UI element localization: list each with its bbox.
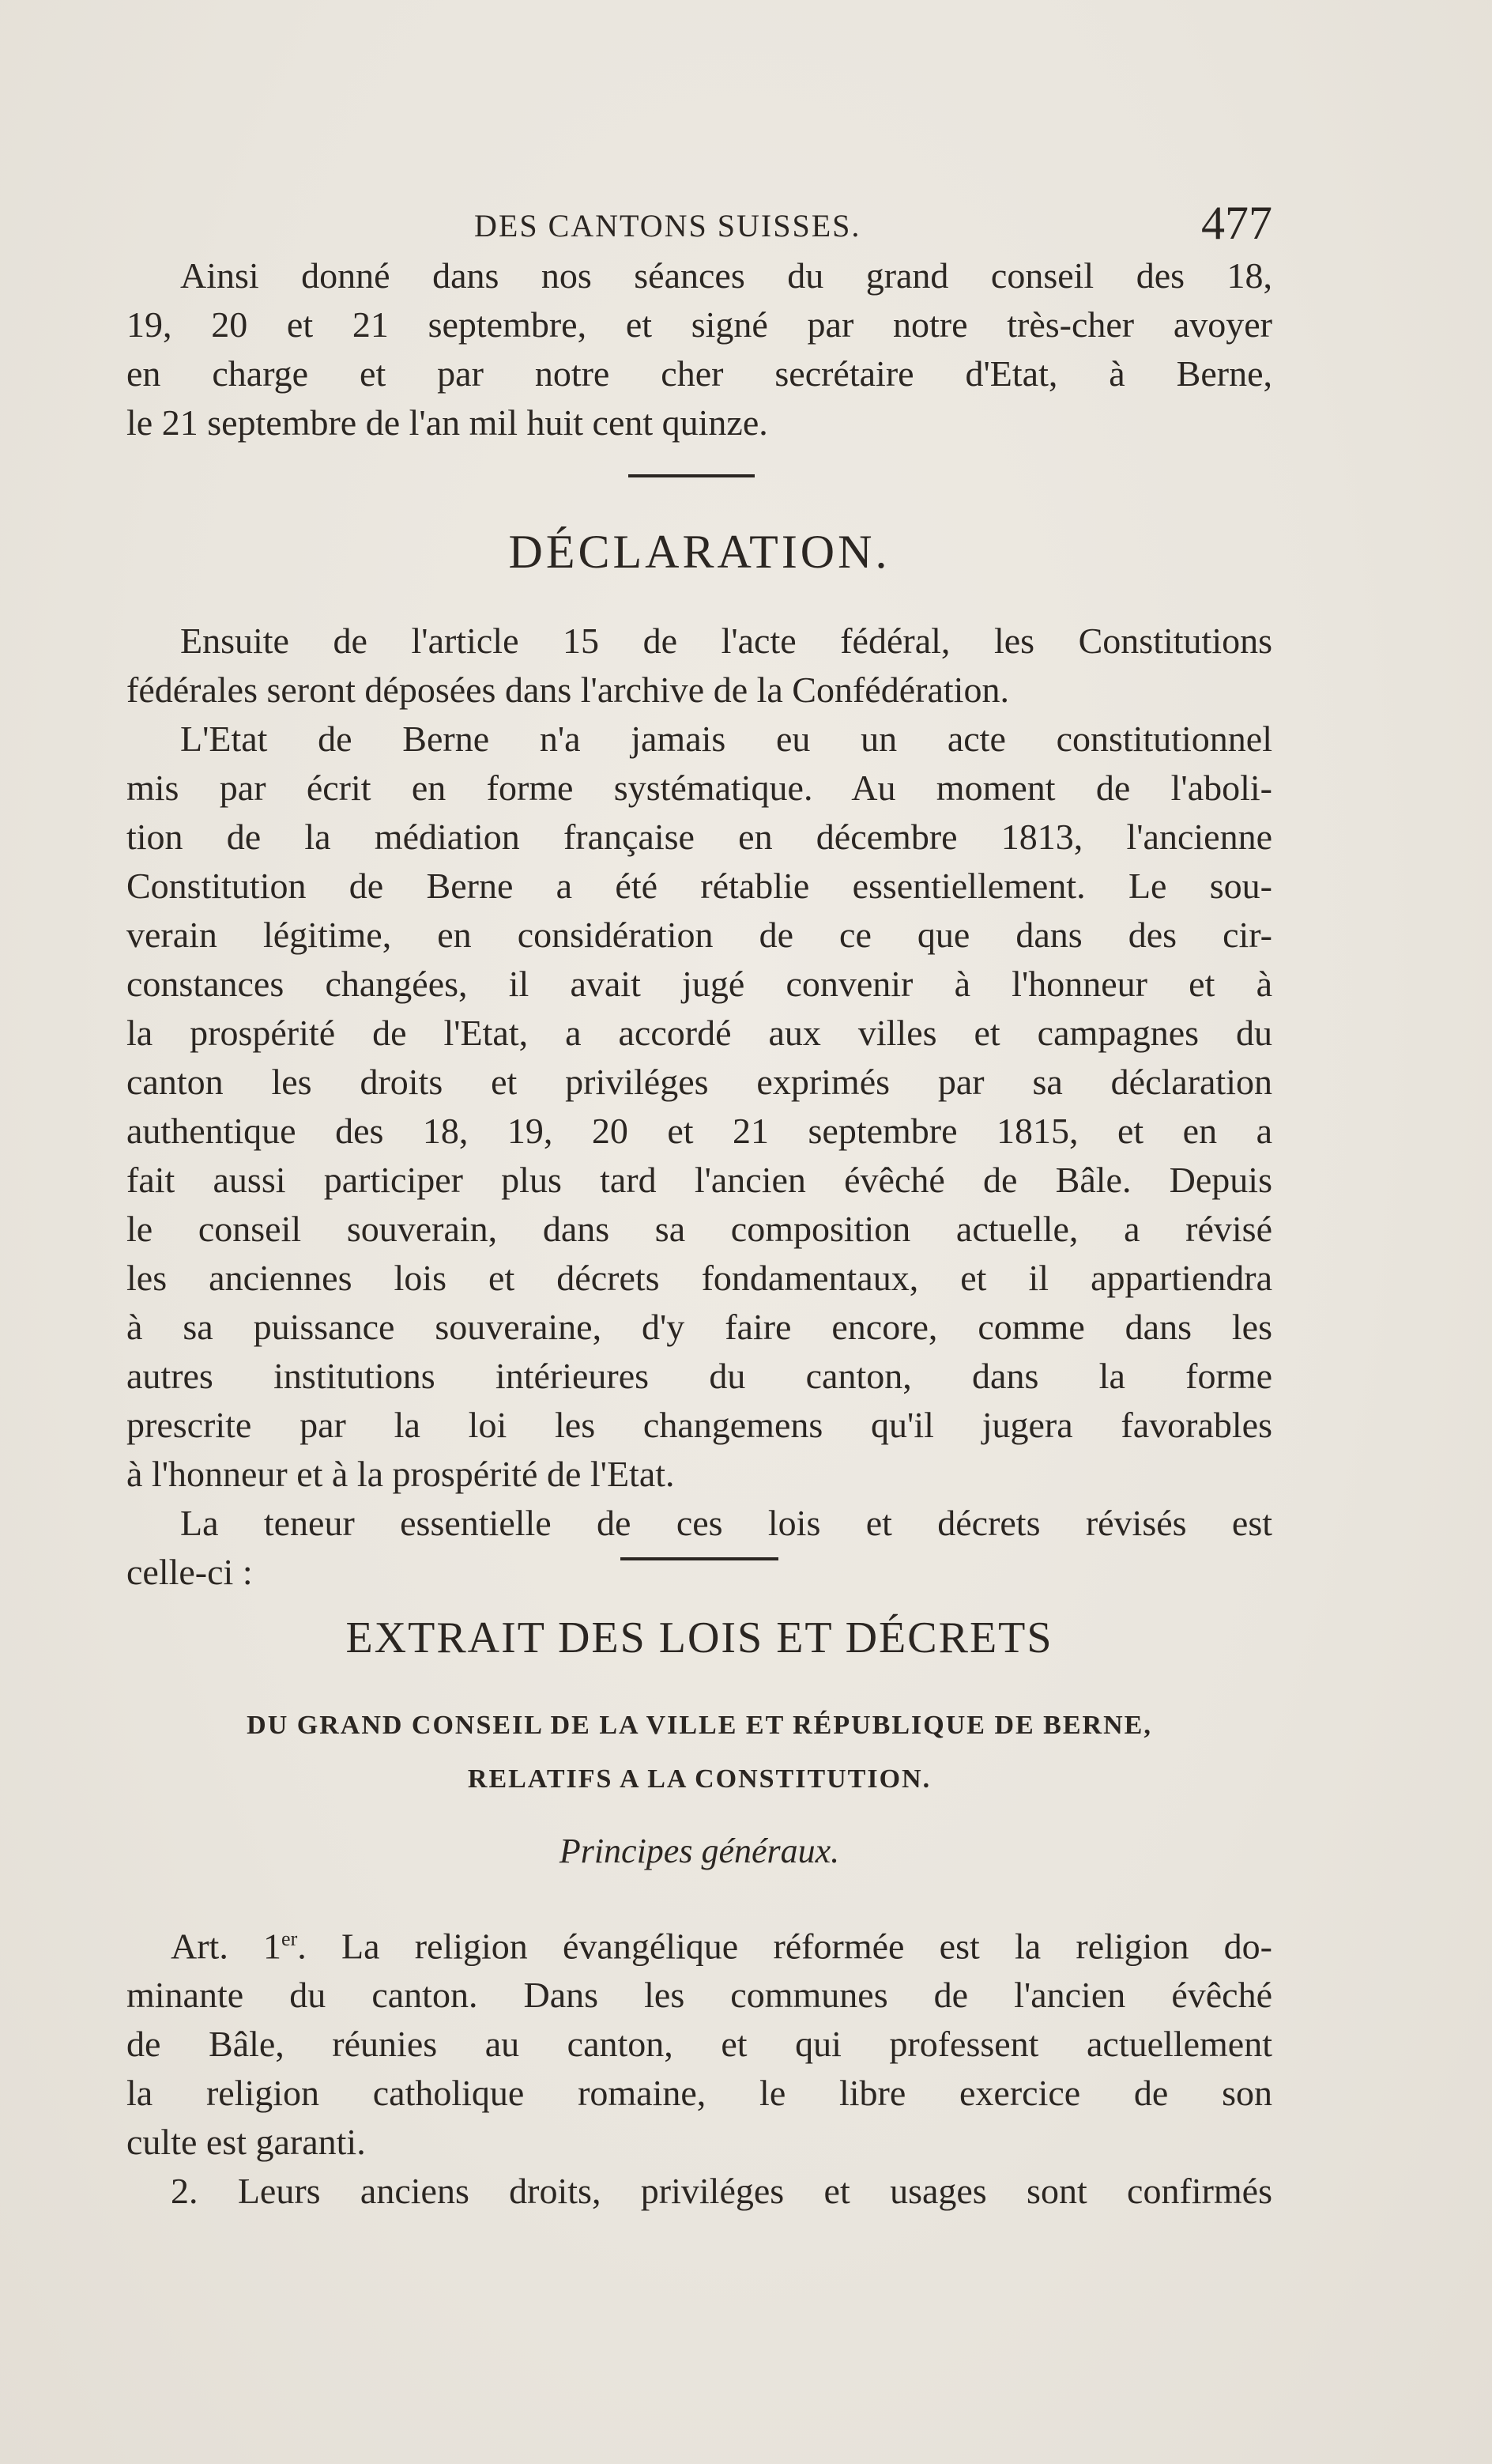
text-line: Ensuite de l'article 15 de l'acte fédéral, les Constitutions — [180, 621, 1272, 661]
page-number: 477 — [1201, 197, 1272, 249]
text-line: L'Etat de Berne n'a jamais eu un acte constitutionnel — [180, 719, 1272, 759]
text-line: Ainsi donné dans nos séances du grand conseil des 18, — [180, 255, 1272, 296]
text-line: autres institutions intérieures du canton, dans la forme — [126, 1356, 1272, 1396]
article-1-first-line — [126, 1915, 1272, 1971]
text-line: de Bâle, réunies au canton, et qui professent actuellement — [126, 2024, 1272, 2065]
intro-paragraph — [126, 251, 1272, 447]
text-line: fédérales seront déposées dans l'archive de la Confédération. — [126, 670, 1009, 710]
section-divider — [620, 1557, 778, 1560]
text-line: prescrite par la loi les changemens qu'il jugera favorables — [126, 1405, 1272, 1445]
articles — [126, 1915, 1272, 2216]
text-line: . La religion évangélique réformée est la religion do- — [297, 1926, 1272, 1967]
section-divider — [628, 474, 755, 477]
article-number-superscript: er — [281, 1927, 298, 1950]
declaration-body — [126, 617, 1272, 1597]
text-line: constances changées, il avait jugé convenir à l'honneur et à — [126, 964, 1272, 1004]
extrait-title: EXTRAIT DES LOIS ET DÉCRETS — [345, 1613, 1053, 1662]
text-line: celle-ci : — [126, 1552, 253, 1592]
article-2-line: 2. Leurs anciens droits, priviléges et usages sont confirmés — [171, 2171, 1272, 2212]
text-line: mis par écrit en forme systématique. Au moment de l'aboli- — [126, 768, 1272, 808]
text-line: Constitution de Berne a été rétablie essentiellement. Le sou- — [126, 866, 1272, 906]
text-line: verain légitime, en considération de ce que dans des cir- — [126, 915, 1272, 955]
text-line: authentique des 18, 19, 20 et 21 septembre 1815, et en a — [126, 1111, 1272, 1151]
extrait-subtitle-line-1: DU GRAND CONSEIL DE LA VILLE ET RÉPUBLIQUE DE BERNE, — [247, 1711, 1152, 1740]
text-line: fait aussi participer plus tard l'ancien évêché de Bâle. Depuis — [126, 1160, 1272, 1200]
text-line: tion de la médiation française en décembre 1813, l'ancienne — [126, 817, 1272, 857]
declaration-title: DÉCLARATION. — [508, 526, 891, 578]
text-line: à l'honneur et à la prospérité de l'Etat. — [126, 1454, 675, 1494]
running-head: DES CANTONS SUISSES. — [474, 208, 861, 243]
text-line: canton les droits et priviléges exprimés par sa déclaration — [126, 1062, 1272, 1102]
text-line: culte est garanti. — [126, 2122, 366, 2163]
page-header — [126, 196, 1272, 251]
section-heading: Principes généraux. — [559, 1832, 840, 1870]
extrait-subtitle-line-2: RELATIFS A LA CONSTITUTION. — [467, 1764, 932, 1794]
text-line: en charge et par notre cher secrétaire d'Etat, à Berne, — [126, 353, 1272, 394]
text-line: la religion catholique romaine, le libre exercice de son — [126, 2073, 1272, 2114]
text-line: le 21 septembre de l'an mil huit cent quinze. — [126, 402, 768, 443]
text-line: les anciennes lois et décrets fondamentaux, et il appartiendra — [126, 1258, 1272, 1298]
text-line: 19, 20 et 21 septembre, et signé par notre très-cher avoyer — [126, 304, 1272, 345]
article-number: Art. 1 — [171, 1926, 282, 1967]
text-line: à sa puissance souveraine, d'y faire encore, comme dans les — [126, 1307, 1272, 1347]
text-line: le conseil souverain, dans sa composition actuelle, a révisé — [126, 1209, 1272, 1249]
text-line: minante du canton. Dans les communes de l'ancien évêché — [126, 1975, 1272, 2016]
text-line: la prospérité de l'Etat, a accordé aux villes et campagnes du — [126, 1013, 1272, 1053]
text-line: La teneur essentielle de ces lois et décrets révisés est — [180, 1503, 1272, 1543]
